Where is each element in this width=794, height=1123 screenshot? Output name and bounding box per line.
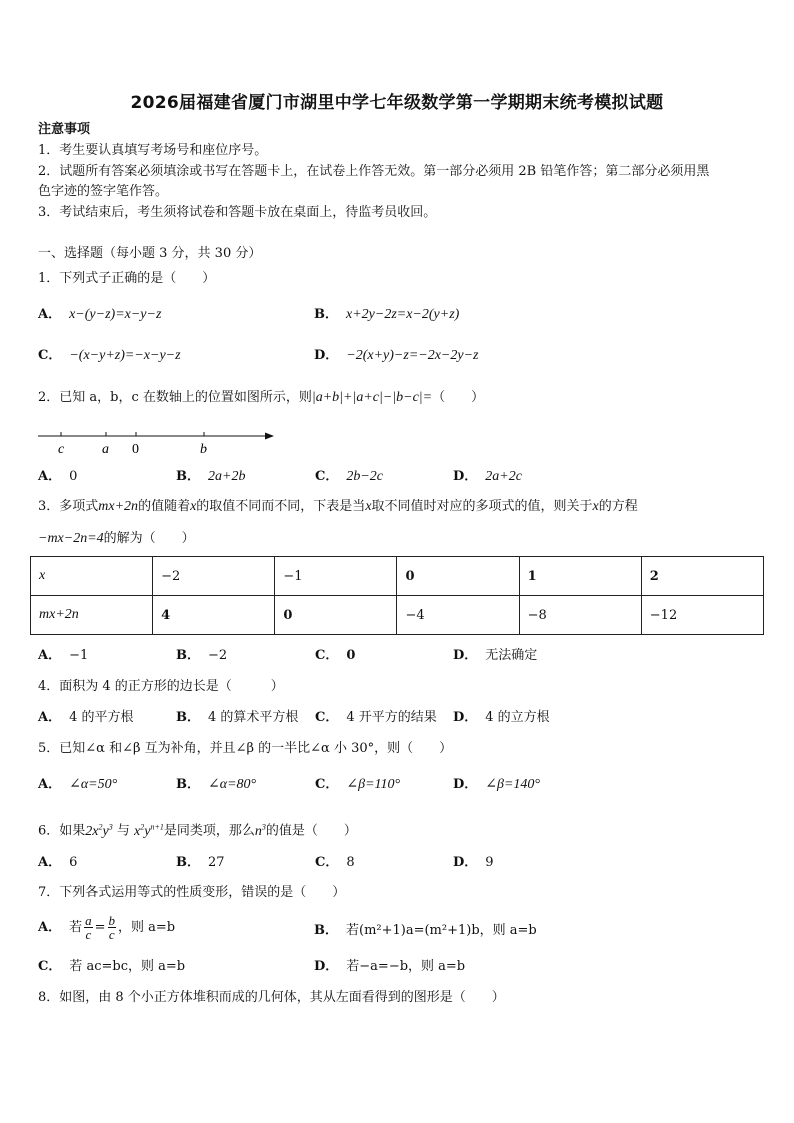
q3-var-x: x <box>592 499 599 514</box>
q7-option-c-text: 若 ac=bc，则 a=b <box>69 959 186 974</box>
table-cell: −1 <box>275 557 397 596</box>
q6-n-cubed: $n^3$ <box>254 822 266 839</box>
notice-heading: 注意事项 <box>38 122 91 137</box>
option-key: A． <box>38 710 62 725</box>
label-c: c <box>58 442 65 456</box>
q6-stem <box>38 819 357 840</box>
q3-value-table <box>30 556 764 635</box>
option-key: B． <box>314 923 338 938</box>
q7-option-a-post: ，则 a=b <box>118 920 176 935</box>
option-key: A． <box>38 469 62 484</box>
table-row <box>31 557 764 596</box>
q1-option-d[interactable] <box>314 348 479 364</box>
q8-stem: 8．如图，由 8 个小正方体堆积而成的几何体，其从左面看得到的图形是（ ） <box>38 990 505 1005</box>
q7-stem: 7．下列各式运用等式的性质变形，错误的是（ ） <box>38 885 346 900</box>
q6-option-a-text: 6 <box>69 855 78 870</box>
q6-option-d-text: 9 <box>485 855 494 870</box>
q3-option-b-text: −2 <box>208 648 228 663</box>
label-a: a <box>102 442 109 456</box>
q4-option-d[interactable] <box>453 710 550 726</box>
q6-option-b[interactable] <box>176 855 225 871</box>
q2-option-c-text: 2b−2c <box>346 469 384 484</box>
option-key: B． <box>176 710 200 725</box>
q3-stem-text: 的解为（ ） <box>103 531 195 546</box>
notice-item-1: 1．考生要认真填写考场号和座位序号。 <box>38 143 268 158</box>
q4-option-d-text: 4 的立方根 <box>485 710 550 725</box>
option-key: C． <box>315 777 339 792</box>
q6-option-c[interactable] <box>315 855 355 871</box>
q7-option-a-pre: 若 <box>69 920 83 935</box>
q2-option-c[interactable] <box>315 469 383 485</box>
q5-option-d-text: ∠β=140° <box>485 777 541 792</box>
table-cell: 2 <box>641 557 763 596</box>
table-cell: −2 <box>153 557 275 596</box>
q6-option-a[interactable] <box>38 855 77 871</box>
q1-option-b[interactable] <box>314 307 459 323</box>
table-cell: 0 <box>275 596 397 635</box>
table-cell: 1 <box>519 557 641 596</box>
q7-option-b-text: 若(m²+1)a=(m²+1)b，则 a=b <box>346 923 537 938</box>
q2-stem-pre: 2．已知 a，b，c 在数轴上的位置如图所示，则 <box>38 390 312 405</box>
q6-stem-text: 是同类项，那么 <box>163 823 255 839</box>
option-key: D． <box>453 855 478 870</box>
q2-option-a[interactable] <box>38 469 77 485</box>
notice-item-2: 2．试题所有答案必须填涂或书写在答题卡上，在试卷上作答无效。第一部分必须用 2B 铅笔作答；第二部分必须用黑 <box>38 164 710 179</box>
q1-option-a[interactable] <box>38 307 161 323</box>
q5-option-c[interactable] <box>315 777 400 793</box>
q6-term-1: $2x^2y^3$ <box>85 822 113 839</box>
label-0: 0 <box>132 442 139 456</box>
q2-option-a-text: 0 <box>69 469 78 484</box>
q3-option-c[interactable] <box>315 648 355 664</box>
option-key: B． <box>176 648 200 663</box>
option-key: D． <box>453 469 478 484</box>
q2-stem <box>38 390 484 406</box>
table-cell: −8 <box>519 596 641 635</box>
q1-option-c[interactable] <box>38 348 181 364</box>
option-key: C． <box>38 959 62 974</box>
q1-option-d-text: −2(x+y)−z=−2x−2y−z <box>346 348 479 363</box>
table-cell: −12 <box>641 596 763 635</box>
label-b: b <box>200 442 207 456</box>
option-key: D． <box>453 710 478 725</box>
q3-equation: −mx−2n=4 <box>38 531 104 546</box>
q2-option-b-text: 2a+2b <box>208 469 246 484</box>
q4-stem: 4．面积为 4 的正方形的边长是（ ） <box>38 679 284 694</box>
q3-stem-text: 的方程 <box>598 499 638 514</box>
section-heading: 一、选择题（每小题 3 分，共 30 分） <box>38 246 262 261</box>
q5-option-b-text: ∠α=80° <box>208 777 257 792</box>
number-line-figure <box>36 424 276 456</box>
q1-option-c-text: −(x−y+z)=−x−y−z <box>69 348 181 363</box>
q1-option-a-text: x−(y−z)=x−y−z <box>69 307 162 322</box>
q3-polynomial: mx+2n <box>98 499 139 514</box>
q2-option-d[interactable] <box>453 469 522 485</box>
notice-item-3: 3．考试结束后，考生须将试卷和答题卡放在桌面上，待监考员收回。 <box>38 205 437 220</box>
q7-option-b[interactable] <box>314 923 537 939</box>
q3-stem-line-1 <box>38 499 638 515</box>
q5-option-a-text: ∠α=50° <box>69 777 118 792</box>
q3-stem-text: 的取值不同而不同，下表是当 <box>196 499 366 514</box>
option-key: C． <box>315 855 339 870</box>
q1-option-b-text: x+2y−2z=x−2(y+z) <box>346 307 460 322</box>
option-key: C． <box>315 710 339 725</box>
q6-stem-text: 的值是（ ） <box>265 823 357 839</box>
option-key: D． <box>453 648 478 663</box>
q4-option-a[interactable] <box>38 710 134 726</box>
option-key: C． <box>38 348 62 363</box>
q6-option-c-text: 8 <box>346 855 355 870</box>
q5-option-d[interactable] <box>453 777 540 793</box>
option-key: D． <box>453 777 478 792</box>
option-key: C． <box>315 469 339 484</box>
option-key: A． <box>38 855 62 870</box>
option-key: B． <box>176 469 200 484</box>
option-key: A． <box>38 307 62 322</box>
q3-option-d[interactable] <box>453 648 537 664</box>
q7-option-a[interactable]: A． 若 $\frac{a}{c}$ = $\frac{b}{c}$ ，则 a=b <box>38 913 176 942</box>
q7-option-d[interactable] <box>314 959 465 975</box>
q5-stem: 5．已知∠α 和∠β 互为补角，并且∠β 的一半比∠α 小 30°，则（ ） <box>38 741 453 756</box>
q1-stem: 1．下列式子正确的是（ ） <box>38 271 216 286</box>
q7-option-d-text: 若−a=−b，则 a=b <box>346 959 466 974</box>
fraction-a-over-c: $\frac{a}{c}$ <box>85 913 92 942</box>
q4-option-b-text: 4 的算术平方根 <box>208 710 299 725</box>
q5-option-a[interactable] <box>38 777 117 793</box>
table-cell: 4 <box>153 596 275 635</box>
table-cell: 0 <box>397 557 519 596</box>
option-key: D． <box>314 348 339 363</box>
q6-term-2: $x^2y^{n+1}$ <box>134 822 164 839</box>
q4-option-c-text: 4 开平方的结果 <box>346 710 437 725</box>
q3-option-d-text: 无法确定 <box>485 648 538 663</box>
table-cell: mx+2n <box>31 596 153 635</box>
option-key: B． <box>314 307 338 322</box>
q3-var-x: x <box>365 499 372 514</box>
option-key: A． <box>38 920 62 935</box>
option-key: D． <box>314 959 339 974</box>
option-key: B． <box>176 855 200 870</box>
q2-option-d-text: 2a+2c <box>485 469 522 484</box>
q4-option-c[interactable] <box>315 710 437 726</box>
q6-stem-text: 与 <box>116 823 130 839</box>
option-key: A． <box>38 648 62 663</box>
q3-option-b[interactable] <box>176 648 227 664</box>
q2-stem-expression: |a+b|+|a+c|−|b−c|= <box>311 390 433 405</box>
page-title: 2026届福建省厦门市湖里中学七年级数学第一学期期末统考模拟试题 <box>130 93 664 113</box>
q3-stem-line-2 <box>38 531 195 547</box>
q3-stem-text: 取不同值时对应的多项式的值，则关于 <box>371 499 593 514</box>
q3-option-c-text: 0 <box>346 648 356 663</box>
q3-stem-text: 3．多项式 <box>38 499 99 514</box>
q4-option-a-text: 4 的平方根 <box>69 710 134 725</box>
q6-option-d[interactable] <box>453 855 494 871</box>
q6-stem-text: 6．如果 <box>38 823 86 839</box>
fraction-b-over-c: $\frac{b}{c}$ <box>108 913 116 942</box>
q6-option-b-text: 27 <box>208 855 225 870</box>
option-key: B． <box>176 777 200 792</box>
q5-option-b[interactable] <box>176 777 256 793</box>
option-key: A． <box>38 777 62 792</box>
q3-var-x: x <box>190 499 197 514</box>
notice-item-2-cont: 色字迹的签字笔作答。 <box>38 184 169 199</box>
q2-option-b[interactable] <box>176 469 245 485</box>
number-line-arrow <box>265 433 274 440</box>
q7-option-c[interactable] <box>38 959 185 975</box>
q4-option-b[interactable] <box>176 710 298 726</box>
q2-stem-post: （ ） <box>432 390 485 405</box>
table-cell: x <box>31 557 153 596</box>
option-key: C． <box>315 648 339 663</box>
q3-stem-text: 的值随着 <box>138 499 191 514</box>
q3-option-a[interactable] <box>38 648 88 664</box>
q5-option-c-text: ∠β=110° <box>346 777 401 792</box>
table-cell: −4 <box>397 596 519 635</box>
table-row <box>31 596 764 635</box>
q3-option-a-text: −1 <box>69 648 89 663</box>
